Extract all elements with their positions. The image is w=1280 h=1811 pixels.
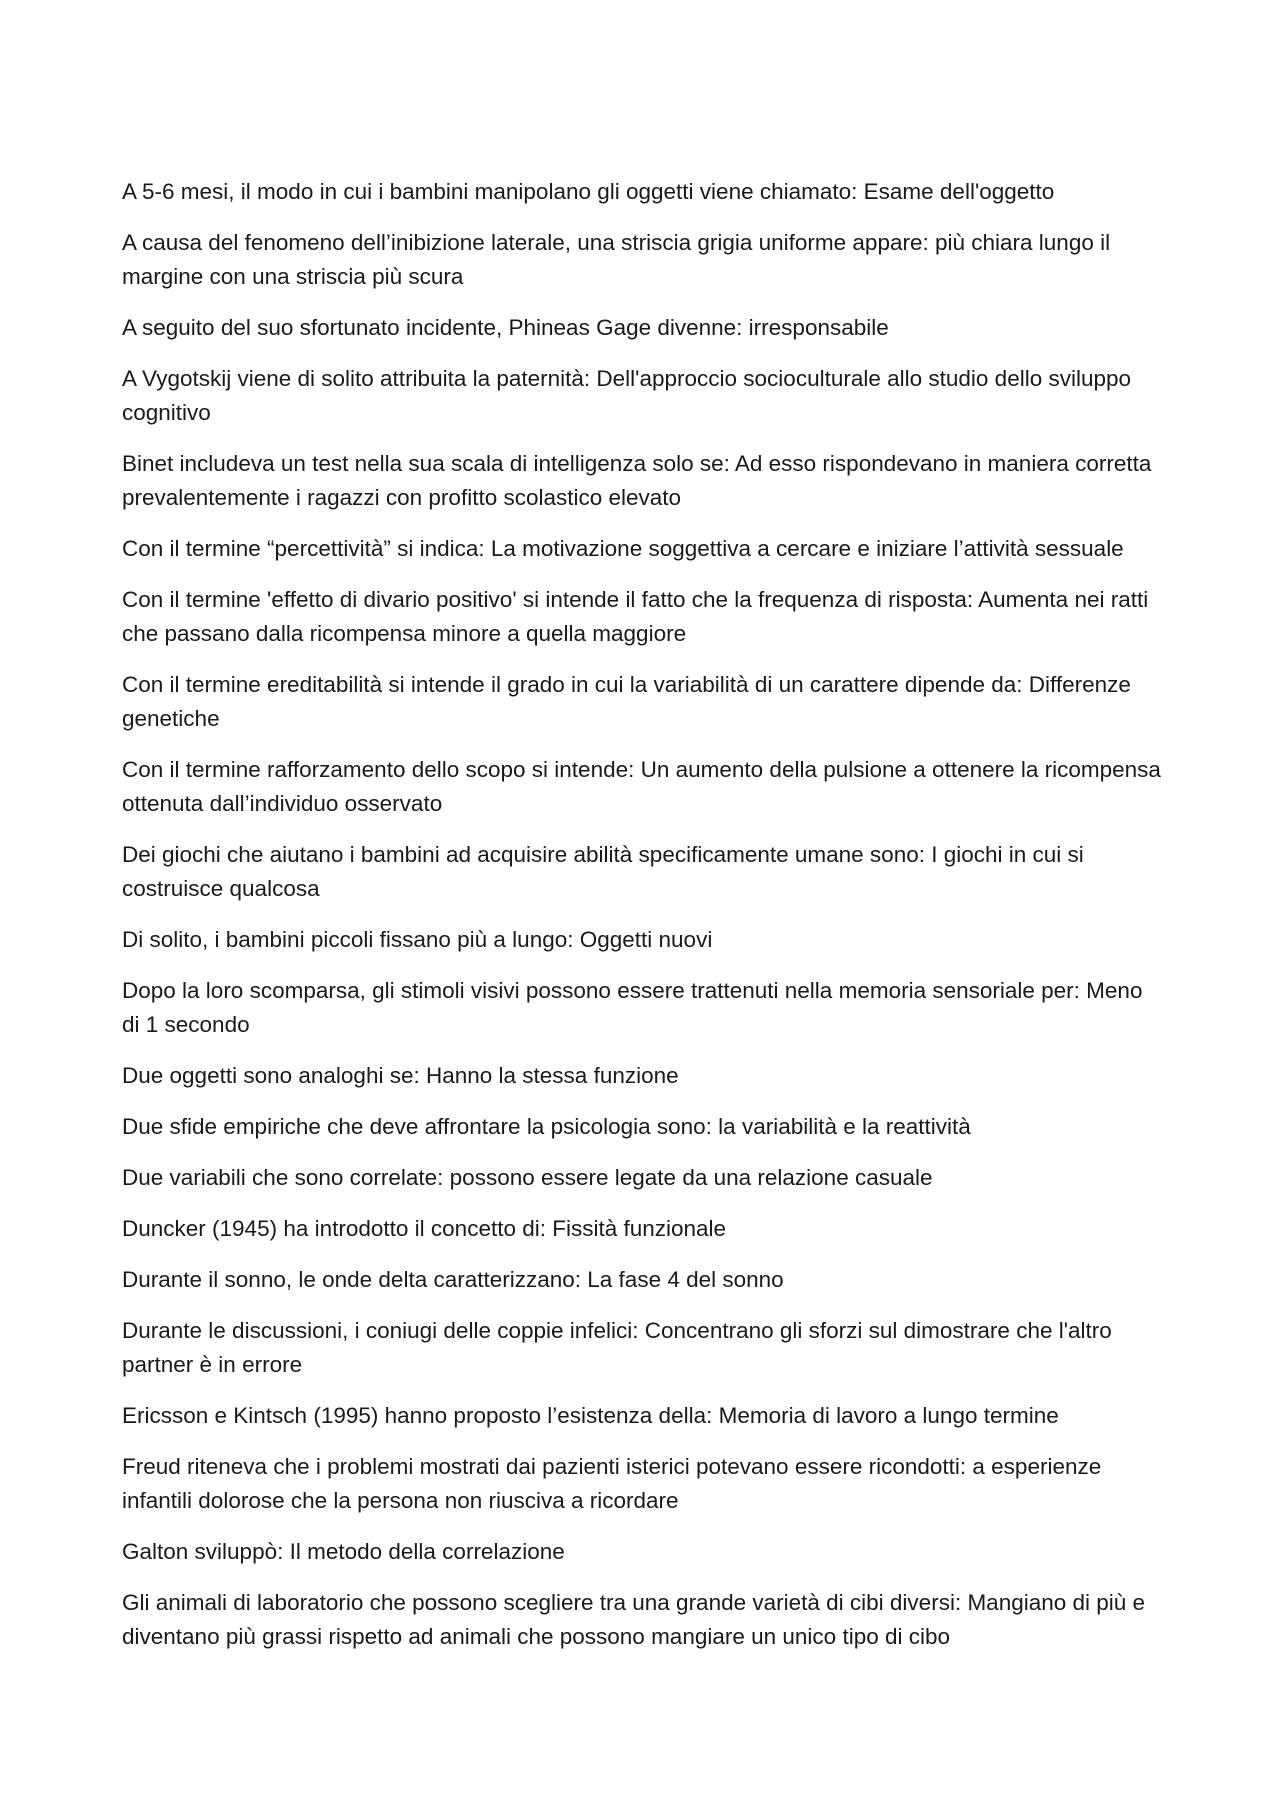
qa-entry: Con il termine “percettività” si indica: La motivazione soggettiva a cercare e iniziare l’attività sessuale (122, 536, 1124, 561)
qa-entry: Gli animali di laboratorio che possono scegliere tra una grande varietà di cibi diversi: Mangiano di più e diventano più grassi rispetto ad animali che possono mangiare un unico tipo di cibo (122, 1590, 1146, 1649)
qa-entry: Due oggetti sono analoghi se: Hanno la stessa funzione (122, 1063, 679, 1088)
qa-entry: Dei giochi che aiutano i bambini ad acquisire abilità specificamente umane sono: I giochi in cui si costruisce qualcosa (122, 842, 1084, 901)
qa-entry: Freud riteneva che i problemi mostrati dai pazienti isterici potevano essere ricondotti: a esperienze infantili dolorose che la persona non riusciva a ricordare (122, 1454, 1102, 1513)
qa-entry: A 5-6 mesi, il modo in cui i bambini manipolano gli oggetti viene chiamato: Esame dell'oggetto (122, 179, 1055, 204)
qa-entry: A Vygotskij viene di solito attribuita la paternità: Dell'approccio socioculturale allo studio dello sviluppo cognitivo (122, 366, 1132, 425)
qa-entry: Durante il sonno, le onde delta caratterizzano: La fase 4 del sonno (122, 1267, 784, 1292)
qa-entry: Duncker (1945) ha introdotto il concetto di: Fissità funzionale (122, 1216, 727, 1241)
qa-entry: Binet includeva un test nella sua scala di intelligenza solo se: Ad esso rispondevano in maniera corretta prevalentemente i ragazzi con profitto scolastico elevato (122, 451, 1152, 510)
qa-list (122, 175, 1162, 1671)
qa-entry: A causa del fenomeno dell’inibizione laterale, una striscia grigia uniforme appare: più chiara lungo il margine con una striscia più scura (122, 230, 1111, 289)
qa-entry: A seguito del suo sfortunato incidente, Phineas Gage divenne: irresponsabile (122, 315, 889, 340)
qa-entry: Due sfide empiriche che deve affrontare la psicologia sono: la variabilità e la reattività (122, 1114, 971, 1139)
qa-entry: Galton sviluppò: Il metodo della correlazione (122, 1539, 565, 1564)
qa-entry: Due variabili che sono correlate: possono essere legate da una relazione casuale (122, 1165, 933, 1190)
qa-entry: Dopo la loro scomparsa, gli stimoli visivi possono essere trattenuti nella memoria sensoriale per: Meno di 1 secondo (122, 978, 1143, 1037)
qa-entry: Di solito, i bambini piccoli fissano più a lungo: Oggetti nuovi (122, 927, 713, 952)
qa-entry: Con il termine rafforzamento dello scopo si intende: Un aumento della pulsione a ottenere la ricompensa ottenuta dall’individuo osservato (122, 757, 1161, 816)
qa-entry: Durante le discussioni, i coniugi delle coppie infelici: Concentrano gli sforzi sul dimostrare che l'altro partner è in errore (122, 1318, 1112, 1377)
qa-entry: Con il termine 'effetto di divario positivo' si intende il fatto che la frequenza di risposta: Aumenta nei ratti che passano dalla ricompensa minore a quella maggiore (122, 587, 1149, 646)
qa-entry: Ericsson e Kintsch (1995) hanno proposto l’esistenza della: Memoria di lavoro a lungo termine (122, 1403, 1059, 1428)
qa-entry: Con il termine ereditabilità si intende il grado in cui la variabilità di un carattere dipende da: Differenze genetiche (122, 672, 1131, 731)
